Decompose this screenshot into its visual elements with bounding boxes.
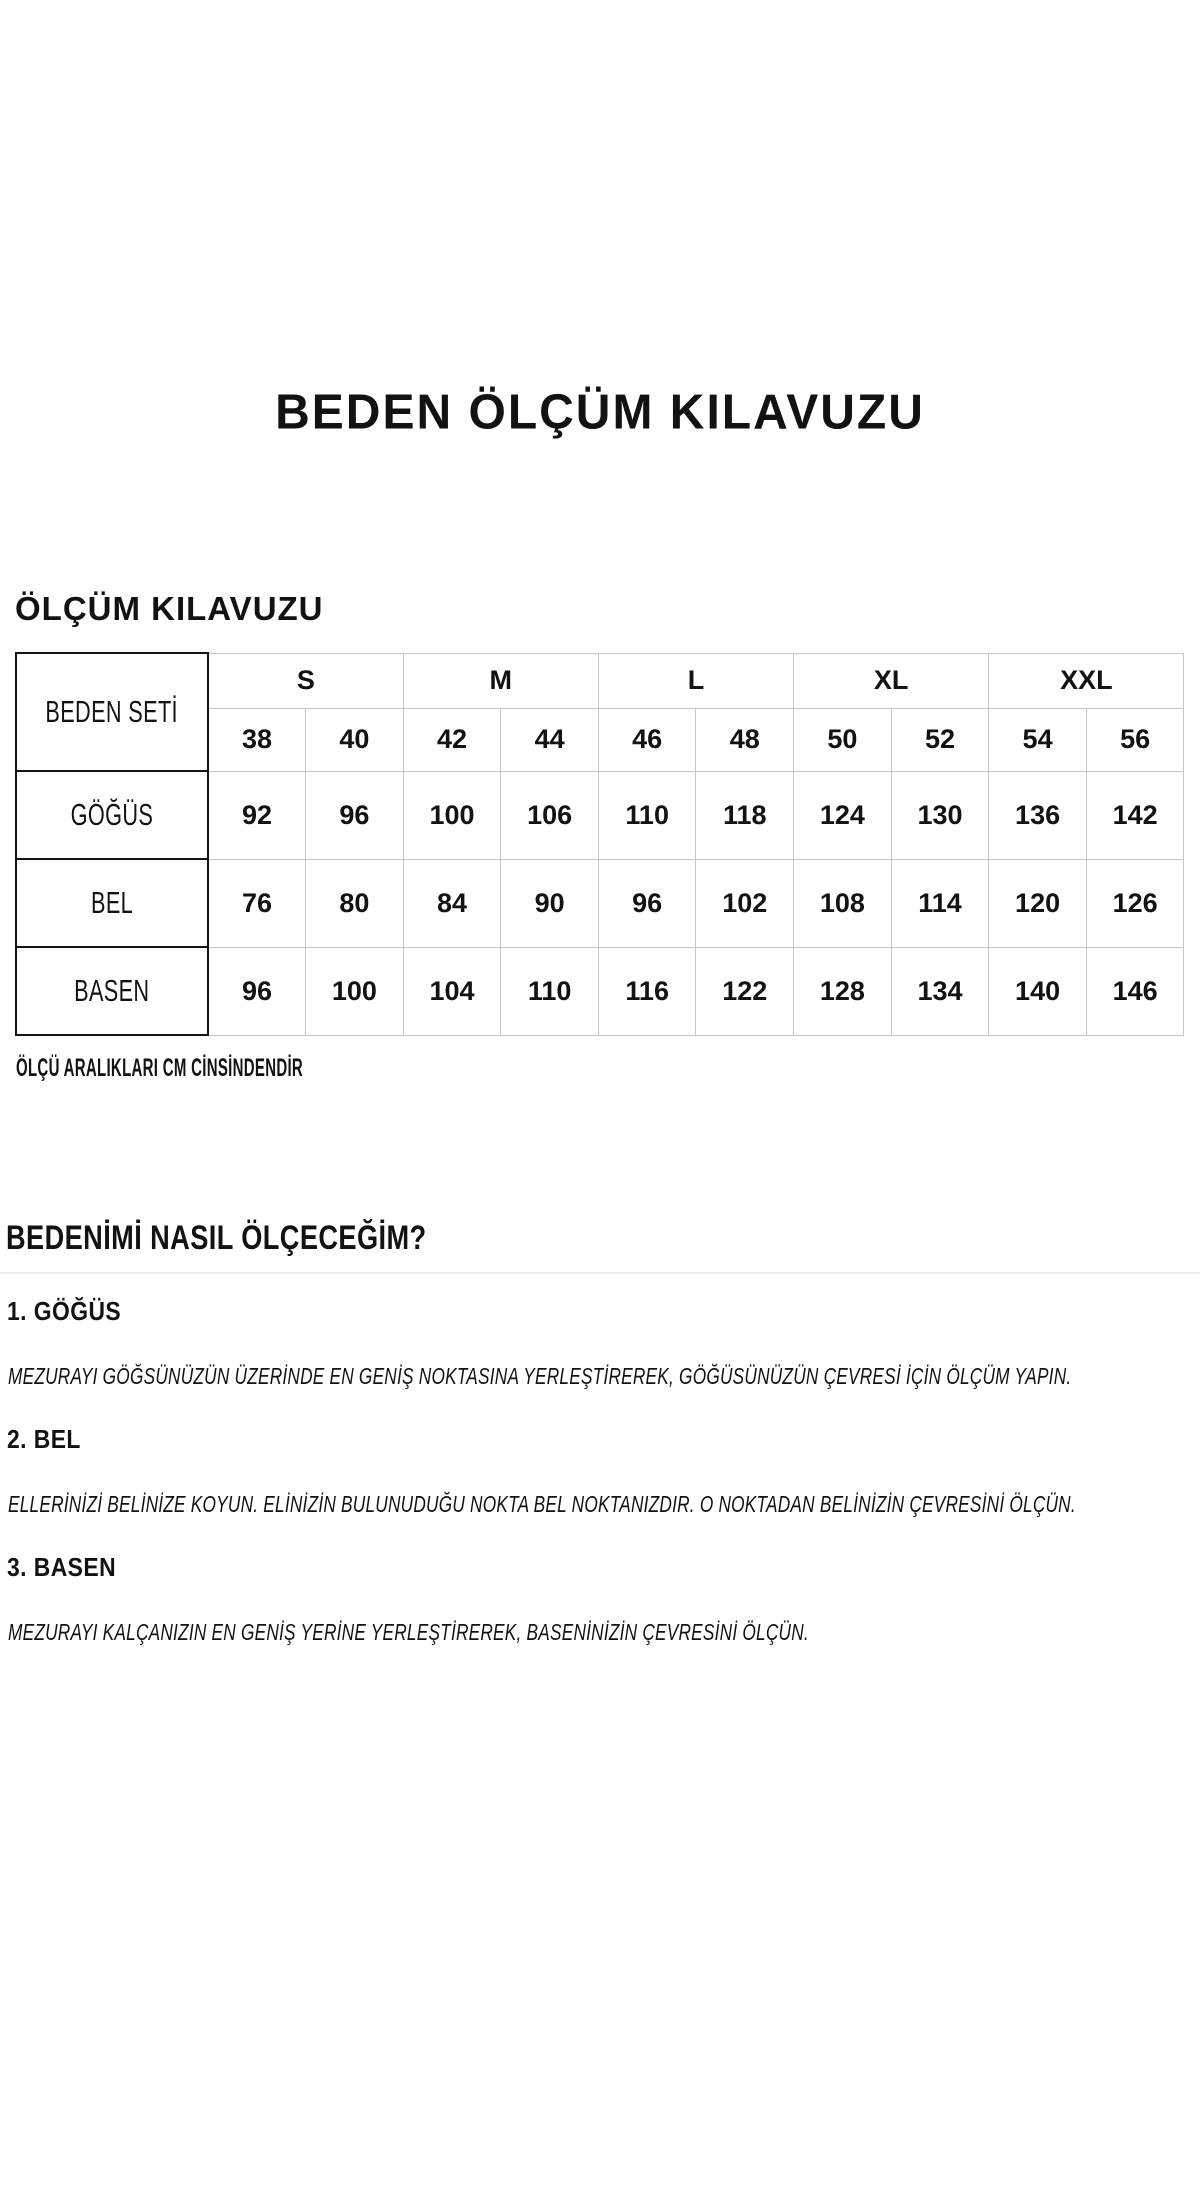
value-cell: 122 xyxy=(696,947,794,1035)
step-title-chest: 1. GÖĞÜS xyxy=(7,1296,122,1326)
table-row-hips xyxy=(16,947,1184,1035)
value-cell: 100 xyxy=(306,947,404,1035)
size-number-cell: 56 xyxy=(1086,708,1184,771)
size-letters-row xyxy=(16,653,1184,708)
value-cell: 92 xyxy=(208,771,306,859)
step-text-chest: MEZURAYI GÖĞSÜNÜZÜN ÜZERİNDE EN GENİŞ NOKTASINA YERLEŞTİREREK, GÖĞÜSÜNÜZÜN ÇEVRESİ İÇİN ÖLÇÜM YAPIN. xyxy=(8,1363,1072,1389)
value-cell: 96 xyxy=(208,947,306,1035)
size-number-cell: 42 xyxy=(403,708,501,771)
size-number-cell: 54 xyxy=(989,708,1087,771)
value-cell: 146 xyxy=(1086,947,1184,1035)
size-number-cell: 44 xyxy=(501,708,599,771)
size-letter-cell: L xyxy=(598,653,793,708)
page-title: BEDEN ÖLÇÜM KILAVUZU xyxy=(275,385,925,440)
table-row-chest xyxy=(16,771,1184,859)
value-cell: 136 xyxy=(989,771,1087,859)
row-label-cell: BASEN xyxy=(16,947,208,1035)
step-text-waist: ELLERİNİZİ BELİNİZE KOYUN. ELİNİZİN BULUNUDUĞU NOKTA BEL NOKTANIZDIR. O NOKTADAN BELİNİZİN ÇEVRESİNİ ÖLÇÜN. xyxy=(8,1491,1076,1517)
step-title-hips: 3. BASEN xyxy=(7,1552,117,1582)
value-cell: 116 xyxy=(598,947,696,1035)
corner-label: BEDEN SETİ xyxy=(45,694,179,729)
value-cell: 130 xyxy=(891,771,989,859)
section-divider xyxy=(0,1272,1200,1274)
size-number-cell: 50 xyxy=(794,708,892,771)
size-letter-cell: M xyxy=(403,653,598,708)
value-cell: 110 xyxy=(501,947,599,1035)
value-cell: 90 xyxy=(501,859,599,947)
value-cell: 142 xyxy=(1086,771,1184,859)
value-cell: 118 xyxy=(696,771,794,859)
size-letter-cell: XL xyxy=(794,653,989,708)
table-row-waist xyxy=(16,859,1184,947)
row-label-cell: GÖĞÜS xyxy=(16,771,208,859)
step-text-hips: MEZURAYI KALÇANIZIN EN GENİŞ YERİNE YERLEŞTİREREK, BASENİNİZİN ÇEVRESİNİ ÖLÇÜN. xyxy=(8,1619,809,1645)
units-note: ÖLÇÜ ARALIKLARI CM CİNSİNDENDİR xyxy=(16,1054,304,1082)
size-number-cell: 48 xyxy=(696,708,794,771)
value-cell: 120 xyxy=(989,859,1087,947)
size-number-cell: 52 xyxy=(891,708,989,771)
value-cell: 96 xyxy=(598,859,696,947)
size-guide-page xyxy=(0,386,1200,2186)
value-cell: 134 xyxy=(891,947,989,1035)
corner-cell xyxy=(16,653,208,771)
value-cell: 110 xyxy=(598,771,696,859)
value-cell: 106 xyxy=(501,771,599,859)
size-number-cell: 40 xyxy=(306,708,404,771)
value-cell: 100 xyxy=(403,771,501,859)
size-letter-cell: S xyxy=(208,653,403,708)
value-cell: 128 xyxy=(794,947,892,1035)
value-cell: 126 xyxy=(1086,859,1184,947)
size-chart-table xyxy=(15,652,1184,1036)
size-number-cell: 46 xyxy=(598,708,696,771)
size-number-cell: 38 xyxy=(208,708,306,771)
size-letter-cell: XXL xyxy=(989,653,1184,708)
value-cell: 108 xyxy=(794,859,892,947)
value-cell: 96 xyxy=(306,771,404,859)
value-cell: 84 xyxy=(403,859,501,947)
measurement-guide-heading: ÖLÇÜM KILAVUZU xyxy=(15,590,324,627)
value-cell: 124 xyxy=(794,771,892,859)
value-cell: 76 xyxy=(208,859,306,947)
value-cell: 80 xyxy=(306,859,404,947)
value-cell: 140 xyxy=(989,947,1087,1035)
value-cell: 114 xyxy=(891,859,989,947)
step-title-waist: 2. BEL xyxy=(7,1424,81,1454)
value-cell: 102 xyxy=(696,859,794,947)
value-cell: 104 xyxy=(403,947,501,1035)
row-label-cell: BEL xyxy=(16,859,208,947)
howto-heading: BEDENİMİ NASIL ÖLÇECEĞİM? xyxy=(6,1219,427,1257)
